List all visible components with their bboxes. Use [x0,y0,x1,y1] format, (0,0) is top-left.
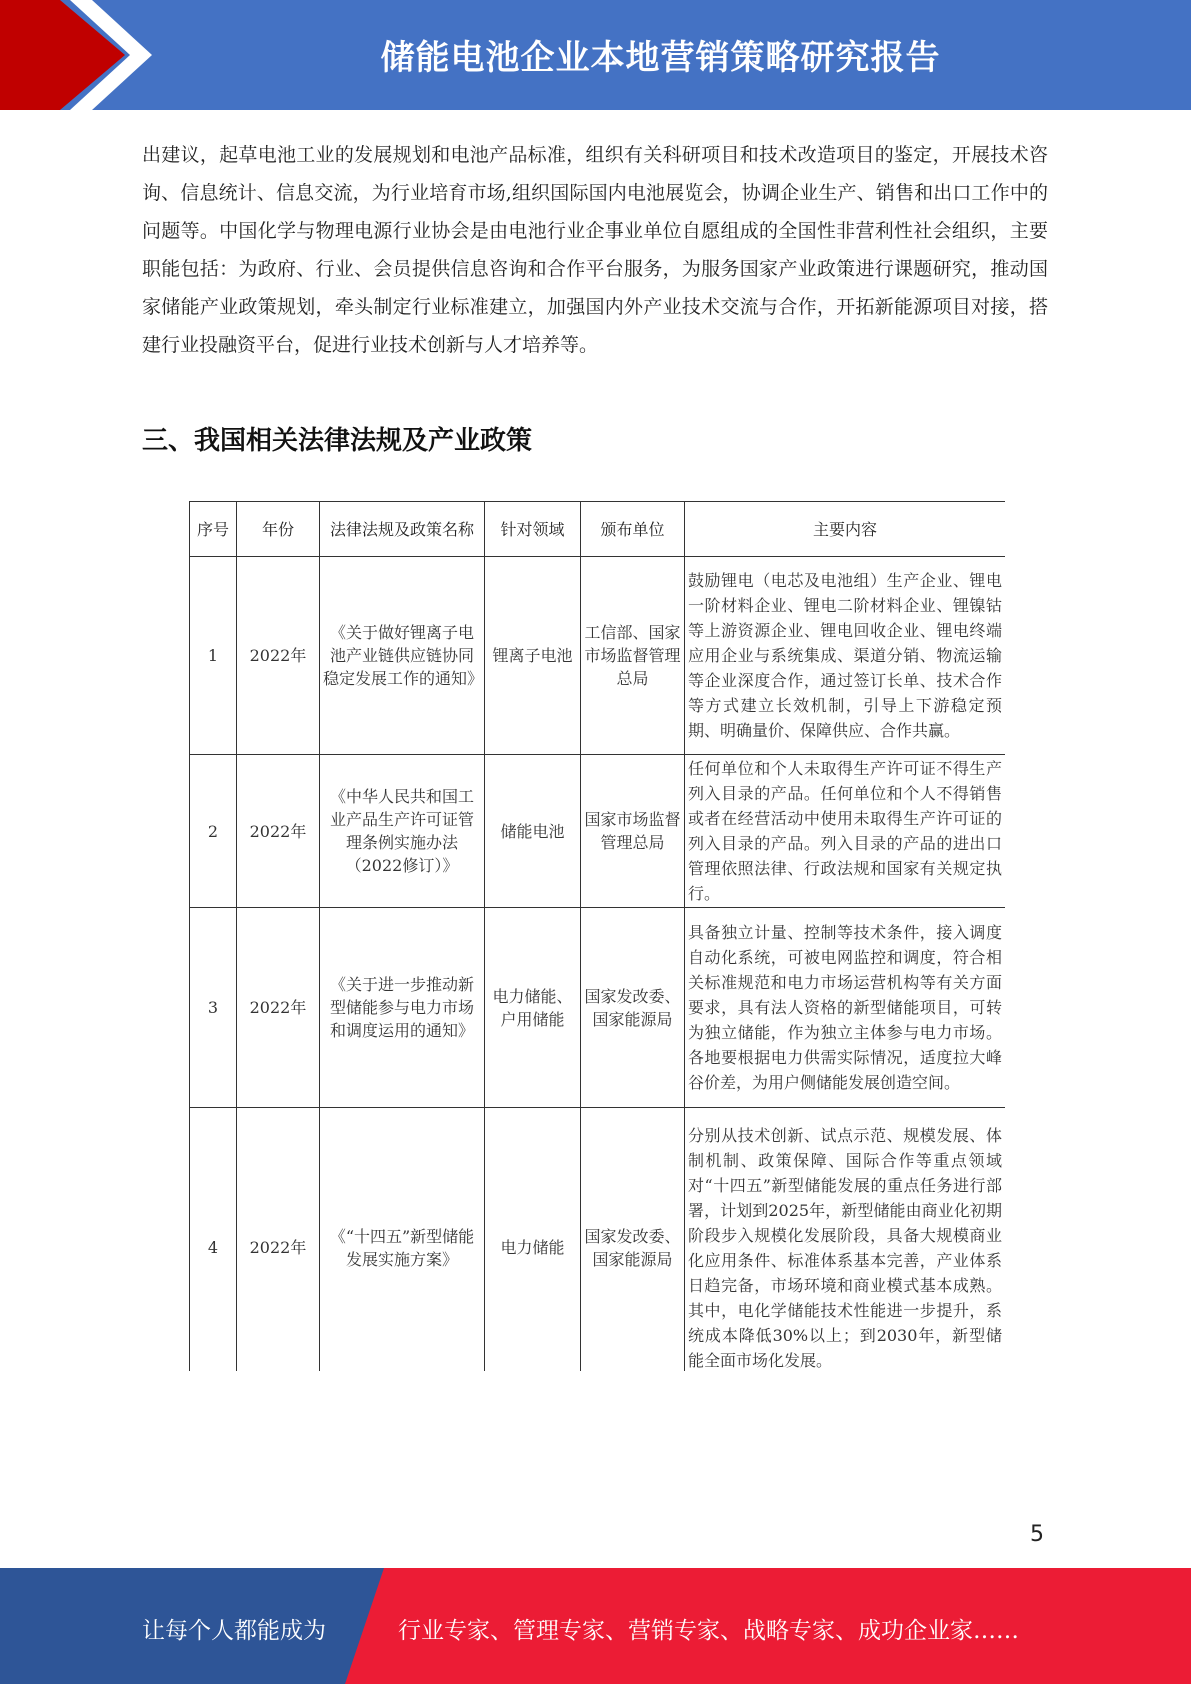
cell-year: 2022年 [237,908,320,1108]
cell-field: 储能电池 [485,755,581,908]
cell-issuer: 国家发改委、国家能源局 [581,908,685,1108]
cell-name: 《关于进一步推动新型储能参与电力市场和调度运用的通知》 [320,908,485,1108]
cell-no: 3 [190,908,237,1108]
cell-content: 具备独立计量、控制等技术条件，接入调度自动化系统，可被电网监控和调度，符合相关标准规范和电力市场运营机构等有关方面要求，具有法人资格的新型储能项目，可转为独立储能，作为独立主体参与电力市场。各地要根据电力供需实际情况，适度拉大峰谷价差，为用户侧储能发展创造空间。 [685,908,1006,1108]
policy-table [189,501,1005,1371]
page-header [0,0,1191,110]
table-row [190,557,1006,755]
page-footer [0,1568,1191,1684]
cell-year: 2022年 [237,557,320,755]
table-row [190,755,1006,908]
cell-issuer: 工信部、国家市场监督管理总局 [581,557,685,755]
column-header-name: 法律法规及政策名称 [320,502,485,557]
cell-name: 《中华人民共和国工业产品生产许可证管理条例实施办法（2022修订）》 [320,755,485,908]
cell-no: 2 [190,755,237,908]
cell-content: 鼓励锂电（电芯及电池组）生产企业、锂电一阶材料企业、锂电二阶材料企业、锂镍钴等上游资源企业、锂电回收企业、锂电终端应用企业与系统集成、渠道分销、物流运输等企业深度合作，通过签订长单、技术合作等方式建立长效机制，引导上下游稳定预期、明确量价、保障供应、合作共赢。 [685,557,1006,755]
cell-content: 分别从技术创新、试点示范、规模发展、体制机制、政策保障、国际合作等重点领域对“十四五”新型储能发展的重点任务进行部署，计划到2025年，新型储能由商业化初期阶段步入规模化发展阶段，具备大规模商业化应用条件、标准体系基本完善，产业体系日趋完备，市场环境和商业模式基本成熟。其中，电化学储能技术性能进一步提升，系统成本降低30%以上；到2030年，新型储能全面市场化发展。 [685,1108,1006,1372]
column-header-issuer: 颁布单位 [581,502,685,557]
column-header-no: 序号 [190,502,237,557]
policy-table-container [189,501,1005,1371]
cell-issuer: 国家发改委、国家能源局 [581,1108,685,1372]
report-title: 储能电池企业本地营销策略研究报告 [380,38,941,78]
footer-slogan-right: 行业专家、管理专家、营销专家、战略专家、成功企业家…… [398,1618,1019,1644]
cell-field: 电力储能 [485,1108,581,1372]
section-heading: 三、我国相关法律法规及产业政策 [142,426,533,456]
cell-no: 1 [190,557,237,755]
cell-name: 《“十四五”新型储能发展实施方案》 [320,1108,485,1372]
cell-field: 电力储能、户用储能 [485,908,581,1108]
cell-year: 2022年 [237,755,320,908]
cell-no: 4 [190,1108,237,1372]
cell-content: 任何单位和个人未取得生产许可证不得生产列入目录的产品。任何单位和个人不得销售或者在经营活动中使用未取得生产许可证的列入目录的产品。列入目录的产品的进出口管理依照法律、行政法规和国家有关规定执行。 [685,755,1006,908]
cell-field: 锂离子电池 [485,557,581,755]
column-header-year: 年份 [237,502,320,557]
footer-slogan-left: 让每个人都能成为 [142,1618,326,1644]
column-header-content: 主要内容 [685,502,1006,557]
table-row [190,1108,1006,1372]
cell-name: 《关于做好锂离子电池产业链供应链协同稳定发展工作的通知》 [320,557,485,755]
body-paragraph: 出建议，起草电池工业的发展规划和电池产品标准，组织有关科研项目和技术改造项目的鉴定，开展技术咨询、信息统计、信息交流，为行业培育市场,组织国际国内电池展览会，协调企业生产、销售和出口工作中的问题等。中国化学与物理电源行业协会是由电池行业企事业单位自愿组成的全国性非营利性社会组织，主要职能包括：为政府、行业、会员提供信息咨询和合作平台服务，为服务国家产业政策进行课题研究，推动国家储能产业政策规划，牵头制定行业标准建立，加强国内外产业技术交流与合作，开拓新能源项目对接，搭建行业投融资平台，促进行业技术创新与人才培养等。 [142,144,1048,356]
cell-issuer: 国家市场监督管理总局 [581,755,685,908]
cell-year: 2022年 [237,1108,320,1372]
table-header-row [190,502,1006,557]
column-header-field: 针对领域 [485,502,581,557]
table-row [190,908,1006,1108]
page-number: 5 [1030,1522,1044,1547]
